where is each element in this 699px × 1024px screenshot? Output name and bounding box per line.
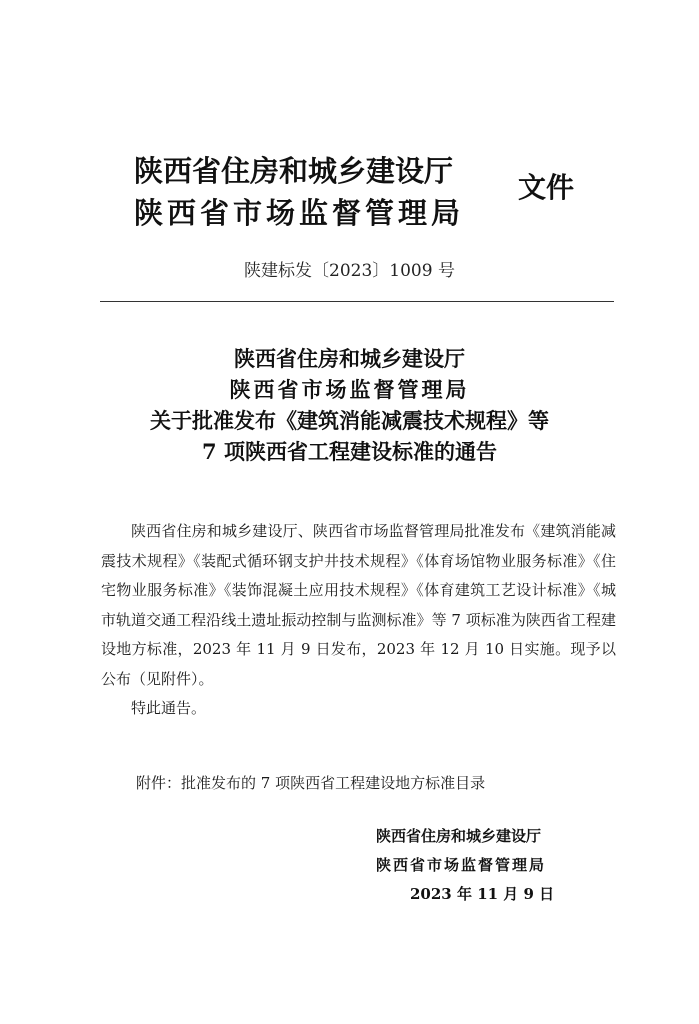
issuer-name-2: 陕西省市场监督管理局 xyxy=(134,196,465,230)
signature-org-1: 陕西省住房和城乡建设厅 xyxy=(376,827,542,845)
document-type-label: 文件 xyxy=(518,171,575,204)
signature-org-2: 陕西省市场监督管理局 xyxy=(376,856,547,874)
signature-date: 2023 年 11 月 9 日 xyxy=(410,885,555,903)
signature-block xyxy=(376,822,554,909)
header-divider xyxy=(100,301,614,302)
title-line-1: 陕西省住房和城乡建设厅 xyxy=(234,346,465,371)
body-paragraph-1: 陕西省住房和城乡建设厅、陕西省市场监督管理局批准发布《建筑消能减震技术规程》《装配式循环钢支护井技术规程》《体育场馆物业服务标准》《住宅物业服务标准》《装饰混凝土应用技术规程》《体育建筑工艺设计标准》《城市轨道交通工程沿线土遗址振动控制与监测标准》等 7 项标准为陕西省工程建设地方标准，2023 年 11 月 9 日发布，2023 年 12 月 10 日实施。现予以公布（见附件）。 xyxy=(101,522,616,688)
body-paragraph-2: 特此通告。 xyxy=(131,699,207,717)
attachment-note: 附件：批准发布的 7 项陕西省工程建设地方标准目录 xyxy=(136,774,486,792)
title-line-3: 关于批准发布《建筑消能减震技术规程》等 xyxy=(150,408,549,433)
issuer-name-1: 陕西省住房和城乡建设厅 xyxy=(134,154,454,188)
document-body xyxy=(101,517,616,724)
document-title xyxy=(0,343,699,467)
title-line-2: 陕西省市场监督管理局 xyxy=(229,377,470,402)
issuer-block xyxy=(134,150,464,234)
document-number: 陕建标发〔2023〕1009 号 xyxy=(244,261,455,281)
title-line-4: 7 项陕西省工程建设标准的通告 xyxy=(202,439,497,464)
